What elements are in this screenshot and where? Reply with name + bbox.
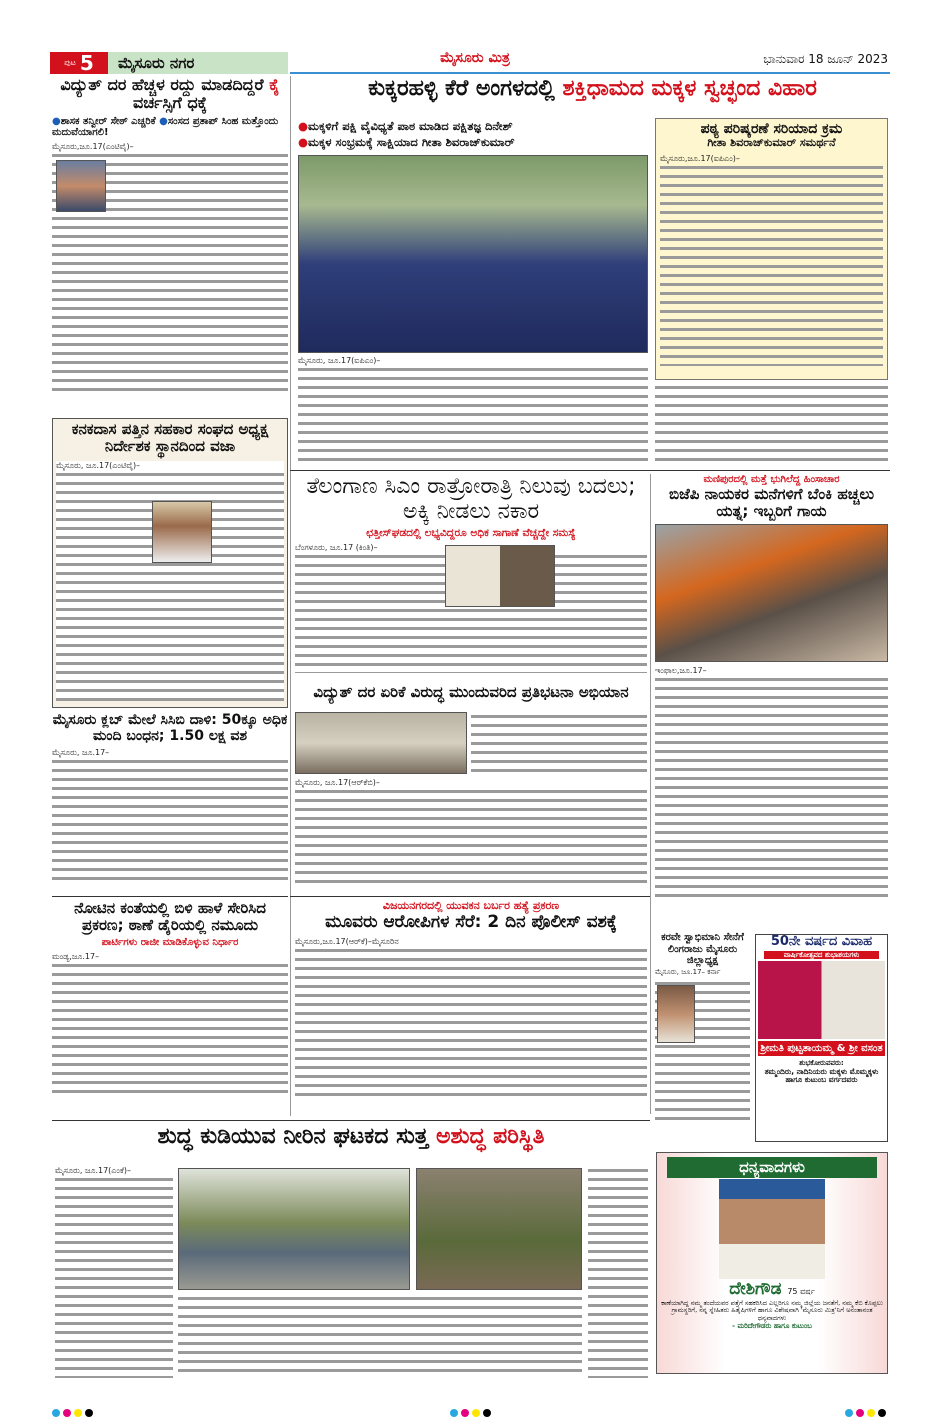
headline: ಮೂವರು ಆರೋಪಿಗಳ ಸೆರೆ: 2 ದಿನ ಪೊಲೀಸ್ ವಶಕ್ಕೆ (325, 911, 617, 932)
bullet: ಮಕ್ಕಳಿಗೆ ಪಕ್ಷಿ ವೈವಿಧ್ಯತೆ ಪಾಠ ಮಾಡಿದ ಪಕ್ಷಿತಜ್ಞ ದಿನೇಶ್ (308, 119, 513, 133)
fire-photo (655, 524, 888, 662)
thanks-ad (656, 1152, 888, 1374)
section-label: ಮೈಸೂರು ನಗರ (108, 52, 288, 74)
headline: ವಿದ್ಯುತ್ ದರ ಹೆಚ್ಚಳ ರದ್ದು ಮಾಡದಿದ್ದರೆ (60, 75, 264, 94)
masthead: ಮೈಸೂರು ಮಿತ್ರ (440, 50, 510, 66)
registration-marks-left (52, 1402, 96, 1421)
kicker: ಮಣಿಪುರದಲ್ಲಿ ಮತ್ತೆ ಭುಗಿಲೆದ್ದ ಹಿಂಸಾಚಾರ (703, 474, 840, 485)
header-rule (290, 72, 890, 74)
water-unit-photo (178, 1168, 410, 1290)
headline: ಪಠ್ಯ ಪರಿಷ್ಕರಣೆ ಸರಿಯಾದ ಕ್ರಮ (700, 121, 843, 137)
headline-b: ವರ್ಚಸ್ಸಿಗೆ ಧಕ್ಕೆ (132, 93, 208, 113)
anniversary-ad (755, 934, 888, 1142)
mugshot-photo (56, 160, 106, 212)
registration-marks-center (450, 1402, 494, 1421)
headline: ತೆಲಂಗಾಣ ಸಿಎಂ ರಾತ್ರೋರಾತ್ರಿ ನಿಲುವು ಬದಲು; ಅಕ್ಕಿ ನೀಡಲು ನಕಾರ (306, 474, 636, 525)
lead-text: ಮೈಸೂರು,ಜೂ.17(ಆರ್‌ಕೆ)–ಮೈಸೂರಿನ (295, 937, 647, 947)
ad-title: ಧನ್ಯವಾದಗಳು (667, 1157, 877, 1178)
headline: ಕನಕದಾಸ ಪತ್ತಿನ ಸಹಕಾರ ಸಂಘದ ಅಧ್ಯಕ್ಷ ನಿರ್ದೇಶಕ ಸ್ಥಾನದಿಂದ ವಜಾ (71, 420, 269, 456)
headline-red: ಶಕ್ತಿಧಾಮದ ಮಕ್ಕಳ ಸ್ವಚ್ಛಂದ ವಿಹಾರ (562, 76, 817, 101)
story-manipur (655, 474, 888, 919)
issue-date: ಭಾನುವಾರ 18 ಜೂನ್ 2023 (763, 52, 888, 66)
story-karave (655, 932, 750, 1142)
headline-red: ಕೈ (269, 75, 280, 94)
lead-text: ಮೈಸೂರು, ಜೂ.17(ಆರ್‌ಕೆಬಿ)– (295, 778, 647, 788)
side-box-textbook (655, 118, 888, 380)
story-kanakadasa (52, 418, 288, 708)
mugshot-photo (657, 985, 695, 1043)
rice-cm-photo (445, 545, 555, 607)
headline: ಮೈಸೂರು ಕ್ಲಬ್ ಮೇಲೆ ಸಿಸಿಬಿ ದಾಳಿ: 50ಕ್ಕೂ ಅಧಿಕ ಮಂದಿ ಬಂಧನ; 1.50 ಲಕ್ಷ ವಶ (52, 712, 288, 745)
kicker: ವಿಜಯನಗರದಲ್ಲಿ ಯುವಕನ ಬರ್ಬರ ಹತ್ಯೆ ಪ್ರಕರಣ (382, 899, 560, 912)
registration-marks-right (845, 1402, 889, 1421)
headline: ನೋಟಿನ ಕಂತೆಯಲ್ಲಿ ಬಿಳಿ ಹಾಳೆ ಸೇರಿಸಿದ ಪ್ರಕರಣ; ಠಾಣೆ ಡೈರಿಯಲ್ಲಿ ನಮೂದು (74, 899, 266, 935)
headline: ಶುದ್ಧ ಕುಡಿಯುವ ನೀರಿನ ಘಟಕದ ಸುತ್ತ (157, 1124, 429, 1149)
greeters-label: ಶುಭಕೋರುವವರು: (799, 1059, 844, 1068)
story-power-tariff: ವಿದ್ಯುತ್ ದರ ಹೆಚ್ಚಳ ರದ್ದು ಮಾಡದಿದ್ದರೆ ಕೈ ವರ್ಚಸ್ಸಿಗೆ ಧಕ್ಕೆ ●ಶಾಸಕ ತನ್ವೀರ್ ಸೇಠ್ ಎಚ್ಚರಿಕೆ ●ಸಂಸದ ಪ್ರತಾಪ್ ಸಿಂಹ ಮತ್ತೊಂದು ಮದುವೆಯಾಗಲಿ! ಮೈಸೂರು,ಜೂ.17(ಎಂಟಿವೈ)– (52, 76, 288, 410)
bullet: ಸಂಸದ ಪ್ರತಾಪ್ ಸಿಂಹ ಮತ್ತೊಂದು ಮದುವೆಯಾಗಲಿ! (52, 115, 279, 138)
lead-text: ಮೈಸೂರು, ಜೂ.17(ಎಂಕೆ)– (55, 1166, 173, 1176)
couple-photo (758, 961, 885, 1039)
headline: ಕರವೇ ಸ್ವಾಭಿಮಾನಿ ಸೇನೆಗೆ ಲಿಂಗರಾಜು ಮೈಸೂರು ಜಿಲ್ಲಾಧ್ಯಕ್ಷ (661, 932, 744, 966)
age: 75 ವರ್ಷ (787, 1287, 815, 1297)
lead-text: ಬೆಂಗಳೂರು, ಜೂ.17 (ಕಿಂತಿ)– (295, 543, 647, 553)
mugshot-photo (152, 501, 212, 563)
story-protest (295, 684, 647, 892)
story-vijayanagara (295, 900, 647, 1115)
greeters: ತಮ್ಮಂದಿರು, ನಾದಿನಿಯರು ಮಕ್ಕಳು ಮೊಮ್ಮಕ್ಕಳು ಹಾಗೂ ಕುಟುಂಬ ವರ್ಗದವರು (764, 1066, 879, 1085)
lead-text: ಇಂಫಾಲ,ಜೂ.17– (655, 666, 888, 676)
lead-text: ಮೈಸೂರು, ಜೂ.17(ಎಂಟಿವೈ)– (56, 461, 284, 471)
headline: ಕುಕ್ಕರಹಳ್ಳಿ ಕೆರೆ ಅಂಗಳದಲ್ಲಿ (368, 76, 555, 101)
page-label: ಪುಟ (64, 58, 76, 67)
lead-text: ಮಂಡ್ಯ,ಜೂ.17– (52, 952, 288, 962)
story-mysore-club (52, 712, 288, 892)
headline: ಬಿಜೆಪಿ ನಾಯಕರ ಮನೆಗಳಿಗೆ ಬೆಂಕಿ ಹಚ್ಚಲು ಯತ್ನ; ಇಬ್ಬರಿಗೆ ಗಾಯ (669, 484, 874, 520)
lead-text: ಮೈಸೂರು,ಜೂ.17(ಎಂಟಿವೈ)– (52, 142, 288, 152)
ad-title: 50ನೇ ವರ್ಷದ ವಿವಾಹ (770, 934, 873, 949)
headline-red: ಅಶುದ್ಧ ಪರಿಸ್ಥಿತಿ (435, 1124, 545, 1149)
protest-photo (295, 712, 467, 774)
signoff: - ಮರಿದೇಗೌಡರು ಹಾಗೂ ಕುಟುಂಬ (732, 1322, 812, 1331)
thanks-message: ಕಾಣೆಯಾಗಿದ್ದ ನಮ್ಮ ತಂದೆಯವರ ಪತ್ತೆಗೆ ಸಹಕರಿಸಿದ ಎಲ್ಲರಿಗೂ ನಮ್ಮ ಜಿಲ್ಲೆಯ ಜನತೆಗೆ, ನಮ್ಮ ಕೆಬಿ ಕೊಪ್ಪಲು ಗ್ರಾಮಸ್ಥರಿಗೆ, ನನ್ನ ಸ್ನೇಹಿತರು ಹಿತೈಷಿಗಳಿಗೆ ಹಾಗೂ ವಿಶೇಷವಾಗಿ 'ಮೈಸೂರು ಮಿತ್ರ'ನಿಗೆ ಅನಂತಾನಂತ ಧನ್ಯವಾದಗಳು (661, 1298, 883, 1322)
story-currency-note (52, 900, 288, 1115)
children-lake-photo (298, 155, 648, 353)
ad-subtitle: ವಾರ್ಷಿಕೋತ್ಸವದ ಶುಭಾಶಯಗಳು (764, 951, 879, 959)
bullet: ಮಕ್ಕಳ ಸಂಭ್ರಮಕ್ಕೆ ಸಾಕ್ಷಿಯಾದ ಗೀತಾ ಶಿವರಾಜ್‌ಕುಮಾರ್ (308, 135, 515, 149)
water-headline (52, 1124, 650, 1149)
subhead: ಛತ್ತೀಸ್‌ಘಡದಲ್ಲಿ ಲಭ್ಯವಿದ್ದರೂ ಅಧಿಕ ಸಾಗಾಣೆ ವೆಚ್ಚದ್ದೇ ಸಮಸ್ಯೆ (366, 526, 576, 539)
lead-text: ಮೈಸೂರು, ಜೂ.17(ಐಪಿಎಂ)– (298, 356, 648, 366)
deceased-name: ದೇಶಿಗೌಡ (729, 1279, 782, 1300)
couple-names: ಶ್ರೀಮತಿ ಪುಟ್ಟತಾಯಮ್ಮ & ಶ್ರೀ ವಸಂತ (758, 1041, 885, 1057)
lead-headline (295, 76, 890, 101)
subhead: ಗೀತಾ ಶಿವರಾಜ್‌ಕುಮಾರ್ ಸಮರ್ಥನೆ (707, 136, 836, 150)
subhead: ಪಾರ್ಟಿಗಳು ರಾಜೀ ಮಾಡಿಕೊಳ್ಳುವ ನಿರ್ಧಾರ (101, 936, 239, 948)
page-number: 5 (79, 51, 94, 75)
story-telangana (295, 474, 647, 679)
page-badge (50, 52, 108, 74)
lead-text: ಮೈಸೂರು, ಜೂ.17– ಕರ್ನಾ (655, 967, 750, 977)
lead-text: ಮೈಸೂರು,ಜೂ.17(ಐಪಿಎಂ)– (660, 154, 883, 164)
lead-text: ಮೈಸೂರು, ಜೂ.17– (52, 748, 288, 758)
garbage-photo (416, 1168, 582, 1290)
bullet: ಶಾಸಕ ತನ್ವೀರ್ ಸೇಠ್ ಎಚ್ಚರಿಕೆ (60, 115, 156, 127)
portrait-photo (719, 1179, 825, 1279)
headline: ವಿದ್ಯುತ್ ದರ ಏರಿಕೆ ವಿರುದ್ಧ ಮುಂದುವರಿದ ಪ್ರತಿಭಟನಾ ಅಭಿಯಾನ (313, 683, 629, 701)
